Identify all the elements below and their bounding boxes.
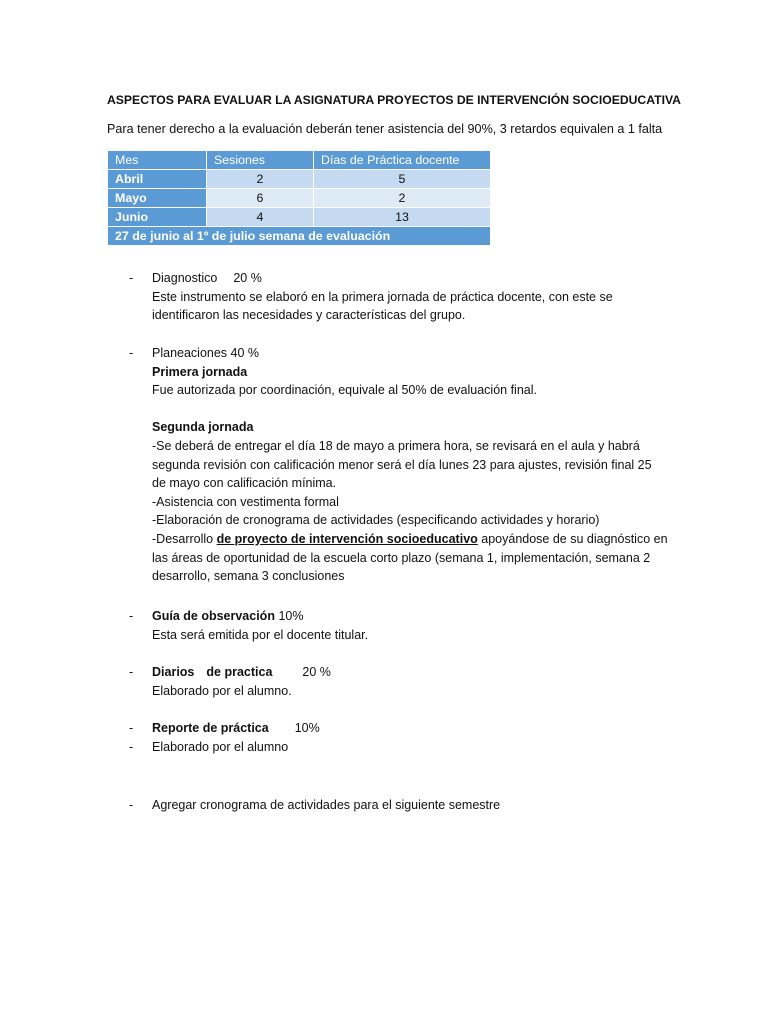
diarios-percent: 20 % — [302, 665, 331, 679]
proyecto-intervencion-emphasis: de proyecto de intervención socioeducativo — [216, 531, 478, 546]
row-month: Abril — [108, 170, 207, 189]
segunda-jornada-line: -Elaboración de cronograma de actividades (especificando actividades y horario) — [152, 513, 600, 528]
bullet-dash: - — [129, 346, 134, 360]
row-dias: 2 — [314, 189, 491, 208]
segunda-jornada-line — [152, 530, 672, 549]
reporte-desc: Elaborado por el alumno — [152, 740, 289, 754]
header-mes: Mes — [108, 151, 207, 170]
agregar-text: Agregar cronograma de actividades para el siguiente semestre — [152, 798, 501, 812]
segunda-jornada-line: de mayo con calificación mínima. — [152, 476, 337, 491]
diarios-desc: Elaborado por el alumno. — [152, 683, 292, 698]
segunda-jornada-line: -Asistencia con vestimenta formal — [152, 494, 339, 509]
table-row — [108, 170, 491, 189]
bullet-dash: - — [129, 665, 134, 679]
diagnostico-desc-line: identificaron las necesidades y características del grupo. — [152, 308, 466, 323]
diarios-label: Diarios — [152, 665, 195, 679]
desarrollo-suffix: apoyándose de su diagnóstico en — [477, 531, 668, 546]
segunda-jornada-line: -Se deberá de entregar el día 18 de mayo a primera hora, se revisará en el aula y habrá — [152, 438, 640, 453]
guia-desc: Esta será emitida por el docente titular. — [152, 627, 369, 642]
segunda-jornada-heading: Segunda jornada — [152, 420, 254, 435]
primera-jornada-desc: Fue autorizada por coordinación, equivale al 50% de evaluación final. — [152, 383, 537, 398]
desarrollo-prefix: -Desarrollo — [152, 531, 217, 546]
schedule-table — [107, 150, 491, 246]
header-sesiones: Sesiones — [207, 151, 314, 170]
table-row — [108, 189, 491, 208]
row-dias: 13 — [314, 208, 491, 227]
diagnostico-label: Diagnostico — [152, 271, 218, 285]
primera-jornada-heading: Primera jornada — [152, 364, 248, 379]
bullet-dash: - — [129, 271, 134, 285]
reporte-percent: 10% — [294, 721, 320, 735]
intro-paragraph: Para tener derecho a la evaluación deberán tener asistencia del 90%, 3 retardos equivalen a 1 falta — [107, 122, 663, 136]
evaluation-week-note: 27 de junio al 1º de julio semana de evaluación — [108, 227, 491, 246]
row-month: Junio — [108, 208, 207, 227]
bullet-dash: - — [129, 609, 134, 623]
row-sesiones: 2 — [207, 170, 314, 189]
segunda-jornada-line: segunda revisión con calificación menor será el día lunes 23 para ajustes, revisión final 25 — [152, 457, 652, 472]
row-dias: 5 — [314, 170, 491, 189]
table-footer-row — [108, 227, 491, 246]
planeaciones-label: Planeaciones 40 % — [152, 346, 260, 360]
reporte-label: Reporte de práctica — [152, 721, 269, 735]
segunda-jornada-line: las áreas de oportunidad de la escuela corto plazo (semana 1, implementación, semana 2 — [152, 550, 651, 565]
header-dias: Días de Práctica docente — [314, 151, 491, 170]
table-header-row — [108, 151, 491, 170]
diagnostico-percent: 20 % — [233, 271, 262, 285]
row-sesiones: 6 — [207, 189, 314, 208]
diarios-label: de practica — [206, 665, 273, 679]
diagnostico-desc-line: Este instrumento se elaboró en la primera jornada de práctica docente, con este se — [152, 289, 613, 304]
segunda-jornada-line: desarrollo, semana 3 conclusiones — [152, 569, 345, 584]
guia-label: Guía de observación — [152, 609, 275, 623]
guia-percent: 10% — [278, 609, 304, 623]
bullet-dash: - — [129, 798, 134, 812]
row-month: Mayo — [108, 189, 207, 208]
table-row — [108, 208, 491, 227]
document-title: ASPECTOS PARA EVALUAR LA ASIGNATURA PROYECTOS DE INTERVENCIÓN SOCIOEDUCATIVA — [107, 93, 681, 107]
row-sesiones: 4 — [207, 208, 314, 227]
bullet-dash: - — [129, 740, 134, 754]
bullet-dash: - — [129, 721, 134, 735]
